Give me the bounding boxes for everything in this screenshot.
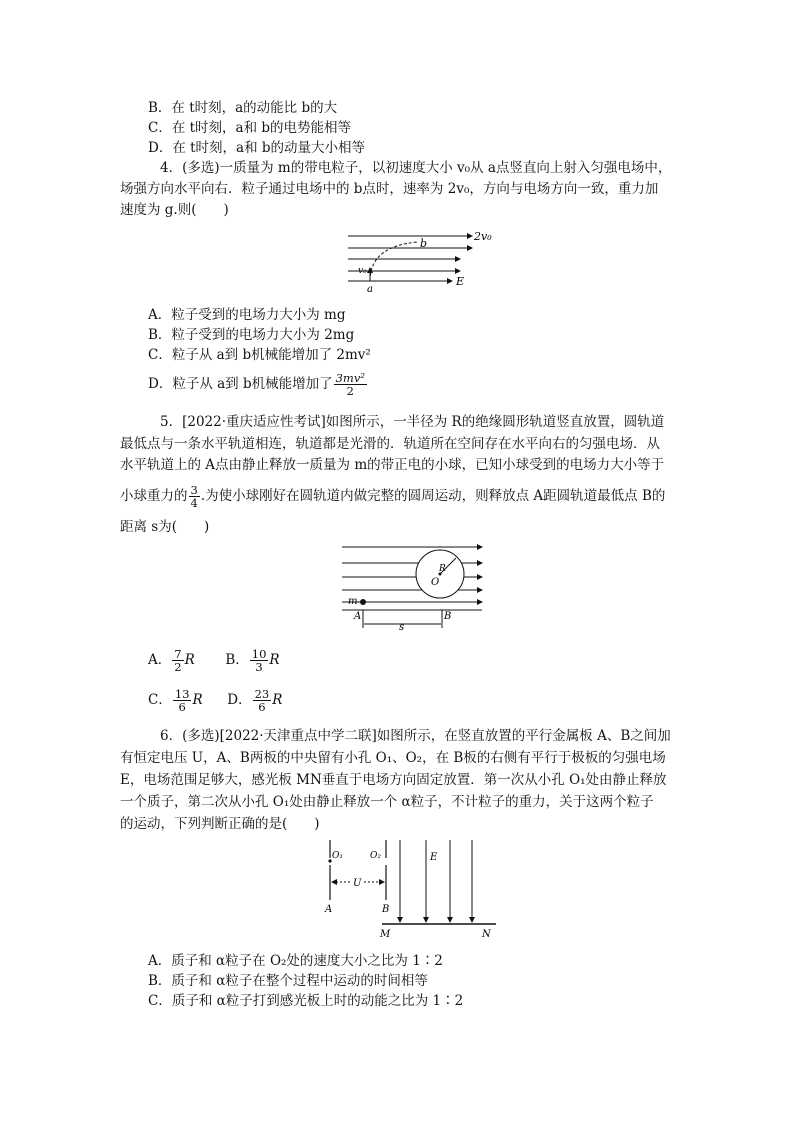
label-A: A	[325, 904, 333, 915]
q5-option-b: B． $\frac{10}{3}$ R	[225, 647, 280, 674]
label-s: s	[399, 622, 405, 633]
label-O: O	[431, 577, 440, 588]
q5-stem-line4-suffix: .为使小球刚好在圆轨道内做完整的圆周运动，则释放点 A距圆轨道最低点 B的	[200, 488, 666, 504]
q4-figure	[340, 228, 500, 294]
q5-option-a: A． $\frac{7}{2}$ R	[148, 647, 195, 674]
q5-figure	[336, 538, 496, 633]
q4-option-d-fraction: $\frac{\text{3mv²}}{2}$	[335, 371, 365, 398]
label-E: E	[456, 275, 465, 288]
q4-option-d	[148, 372, 368, 397]
q5-stem-line4	[120, 484, 665, 509]
label-U: U	[353, 878, 362, 889]
label-N: N	[482, 929, 491, 940]
q5-stem-line5: 距离 s为( )	[120, 519, 210, 535]
q4-stem-line1: 4．(多选)一质量为 m的带电粒子，以初速度大小 v₀从 a点竖直向上射入匀强电场中，	[160, 160, 672, 176]
q6-option-b: B．质子和 α粒子在整个过程中运动的时间相等	[148, 973, 428, 989]
label-2v0: 2v₀	[474, 230, 492, 243]
q4-stem-line2: 场强方向水平向右．粒子通过电场中的 b点时，速率为 2v₀，方向与电场方向一致，重力加	[120, 181, 659, 197]
q3-option-d: D．在 t时刻，a和 b的动量大小相等	[148, 140, 366, 156]
q5-stem-line2: 最低点与一条水平轨道相连，轨道都是光滑的．轨道所在空间存在水平向右的匀强电场．从	[120, 436, 660, 452]
q4-stem-line3: 速度为 g.则( )	[120, 202, 229, 218]
label-M: M	[380, 929, 391, 940]
q5-option-d: D． $\frac{23}{6}$ R	[227, 687, 283, 714]
q5-options-row1	[148, 648, 280, 673]
label-A: A	[354, 611, 362, 622]
q6-option-c: C．质子和 α粒子打到感光板上时的动能之比为 1∶2	[148, 993, 464, 1009]
q5-stem-line3: 水平轨道上的 A点由静止释放一质量为 m的带正电的小球，已知小球受到的电场力大小等于	[120, 457, 665, 473]
q6-option-a: A．质子和 α粒子在 O₂处的速度大小之比为 1∶2	[148, 953, 443, 969]
q4-option-c: C．粒子从 a到 b机械能增加了 2mv²	[148, 347, 371, 363]
q6-figure	[322, 838, 502, 940]
label-B: B	[444, 611, 452, 622]
label-O2: O₂	[370, 851, 381, 861]
label-B: B	[382, 904, 390, 915]
q6-stem-line3: E，电场范围足够大，感光板 MN垂直于电场方向固定放置．第一次从小孔 O₁处由静止释放	[120, 772, 667, 788]
q5-fraction-3-4: $\frac{3}{4}$	[190, 483, 198, 510]
q5-option-c: C． $\frac{13}{6}$ R	[148, 687, 203, 714]
label-a: a	[367, 284, 373, 294]
q4-option-d-text: D．粒子从 a到 b机械能增加了	[148, 376, 333, 392]
label-v0: v₀	[358, 266, 367, 276]
q4-option-a: A．粒子受到的电场力大小为 mg	[148, 307, 346, 323]
q6-stem-line1: 6．(多选)[2022·天津重点中学二联]如图所示，在竖直放置的平行金属板 A、B之间加	[160, 728, 671, 744]
label-O1: O₁	[332, 851, 343, 861]
q5-options-row2	[148, 688, 282, 713]
label-R: R	[439, 564, 446, 574]
q4-option-b: B．粒子受到的电场力大小为 2mg	[148, 327, 355, 343]
q3-option-c: C．在 t时刻，a和 b的电势能相等	[148, 120, 352, 136]
q6-stem-line2: 有恒定电压 U，A、B两板的中央留有小孔 O₁、O₂，在 B板的右侧有平行于极板的匀强电场	[120, 750, 666, 766]
q6-stem-line4: 一个质子，第二次从小孔 O₁处由静止释放一个 α粒子，不计粒子的重力，关于这两个粒子	[120, 794, 654, 810]
label-b: b	[420, 237, 428, 250]
q5-stem-line4-prefix: 小球重力的	[120, 488, 188, 504]
label-m: m	[348, 596, 358, 607]
label-E: E	[430, 852, 438, 863]
q3-option-b: B．在 t时刻，a的动能比 b的大	[148, 100, 338, 116]
ball	[360, 599, 366, 605]
q5-stem-line1: 5．[2022·重庆适应性考试]如图所示，一半径为 R的绝缘圆形轨道竖直放置，圆轨道	[160, 414, 665, 430]
q6-stem-line5: 的运动，下列判断正确的是( )	[120, 816, 320, 832]
